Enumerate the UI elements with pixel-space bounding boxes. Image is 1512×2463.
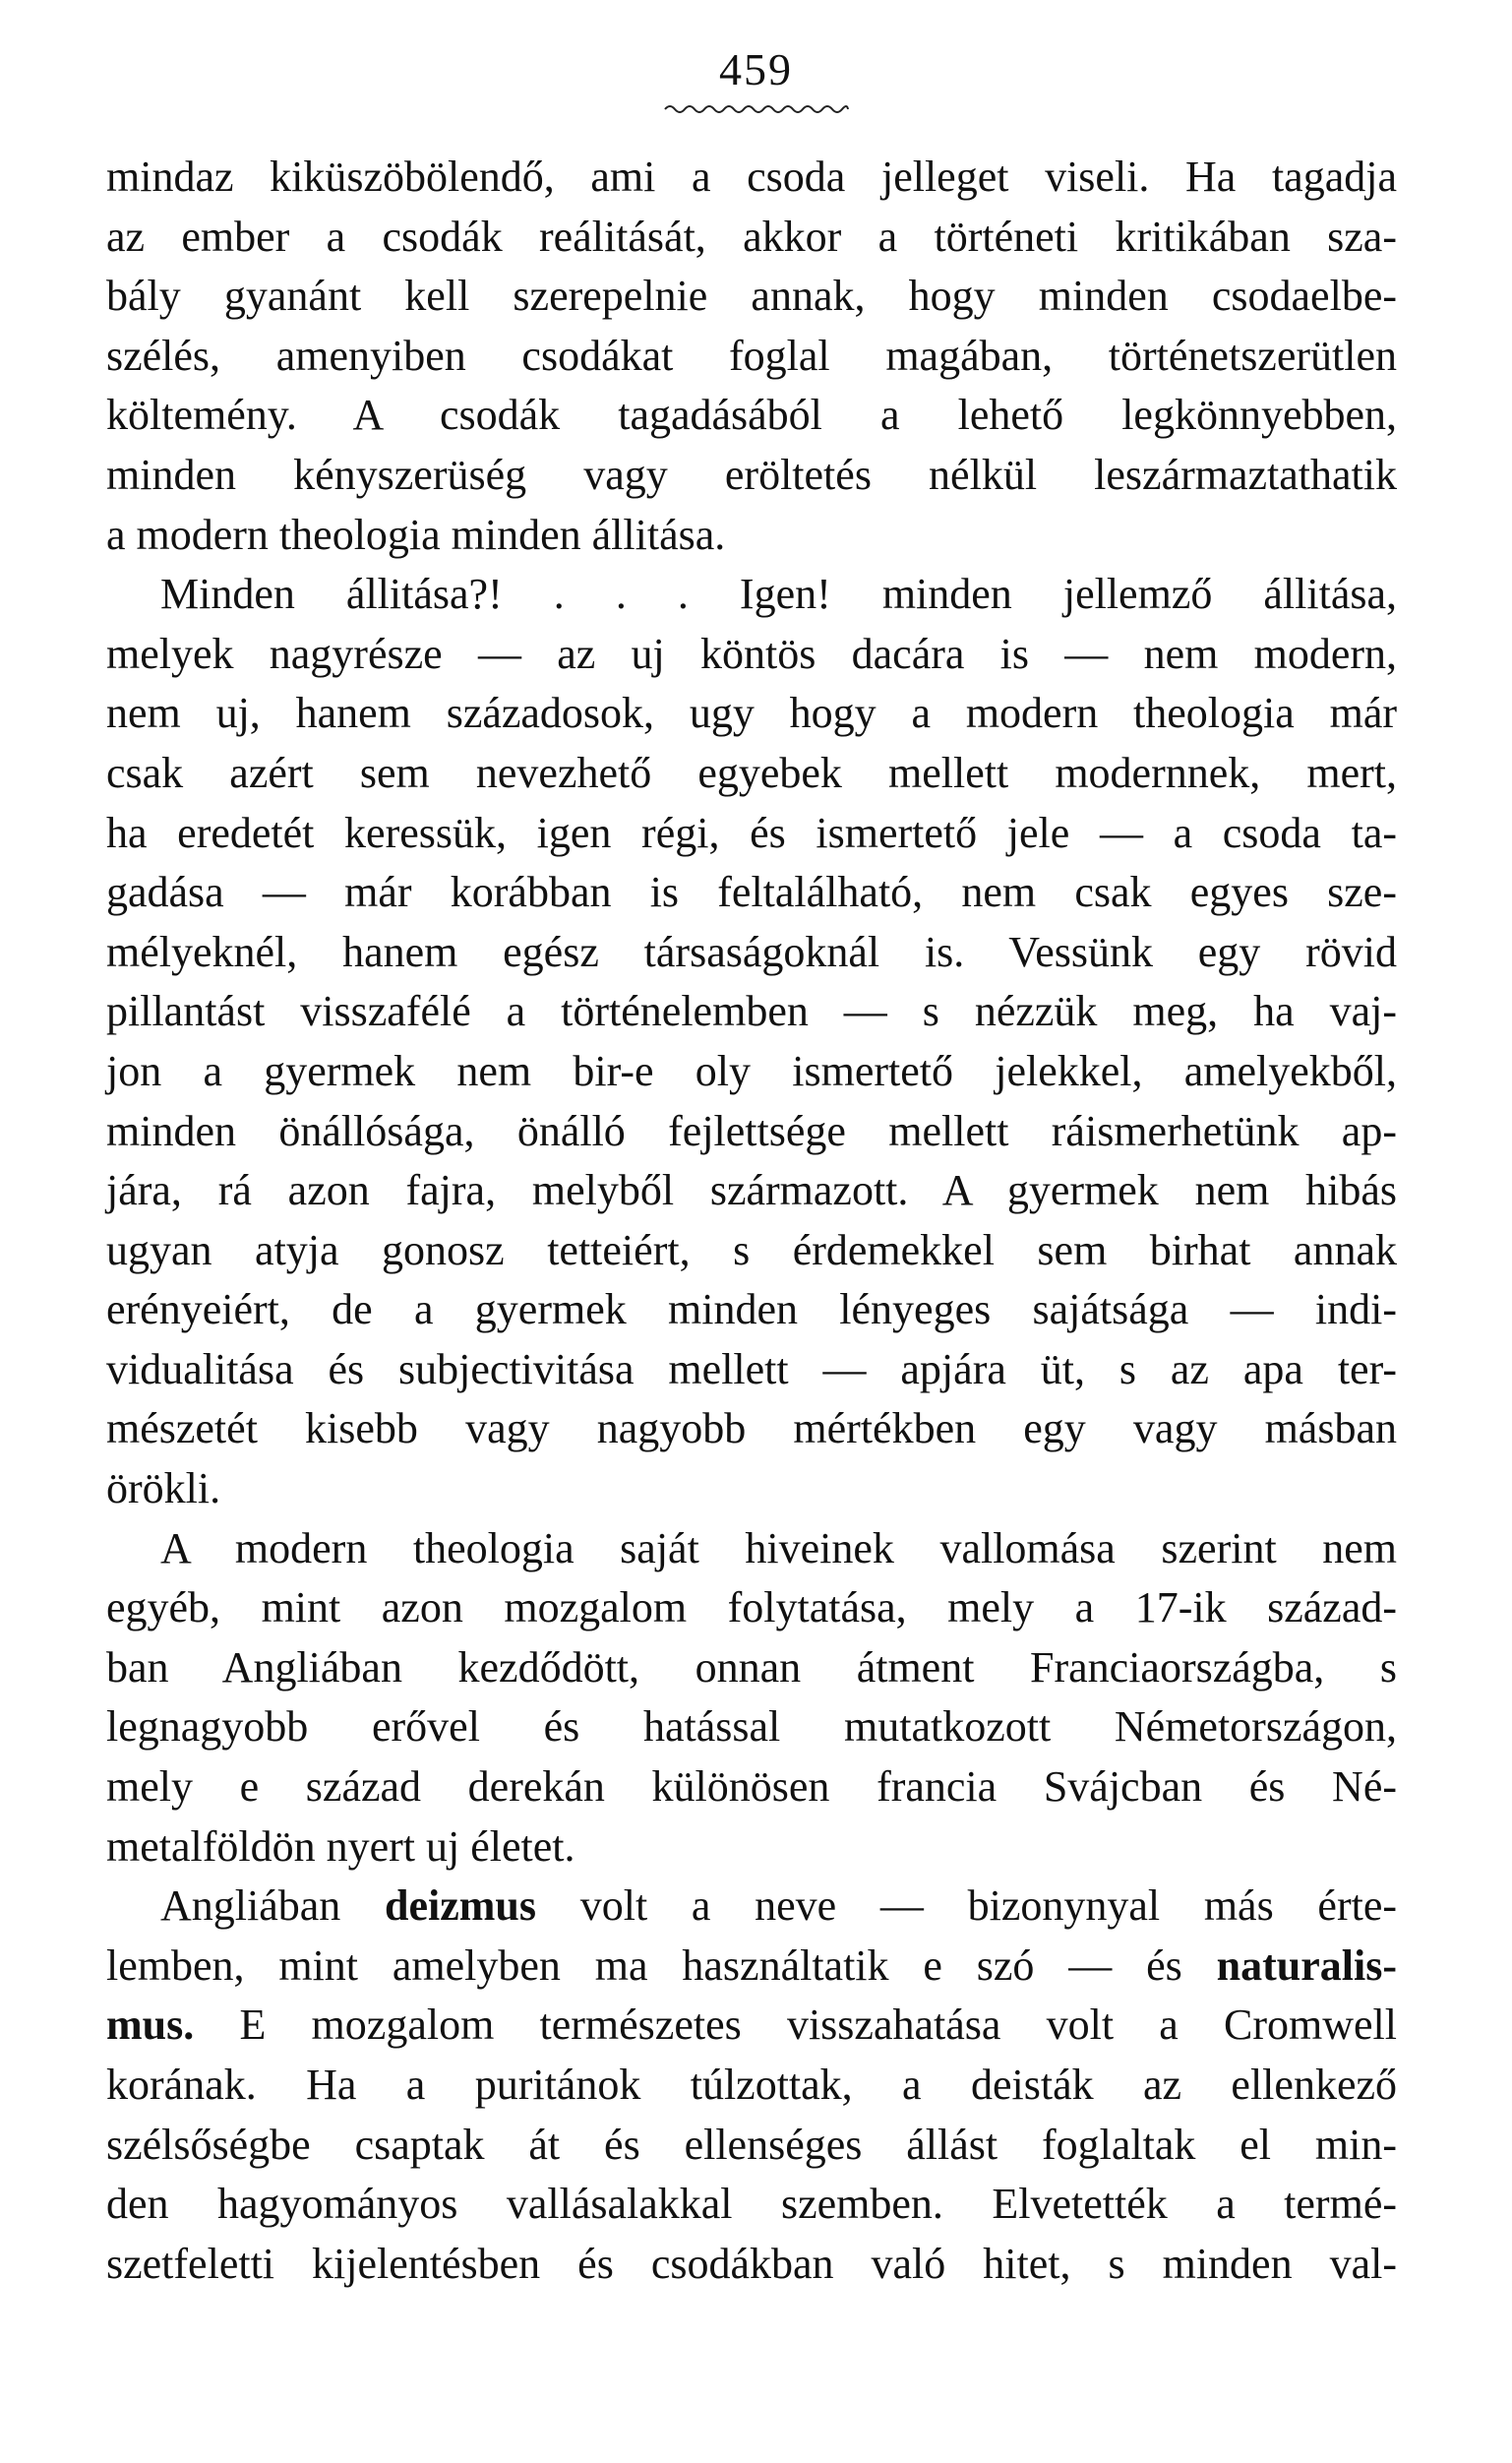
text-line (106, 1877, 1397, 1937)
text-line: a modern theologia minden állitása. (106, 510, 726, 559)
text-line: költemény. A csodák tagadásából a lehető legkönnyebben, (106, 391, 1397, 440)
text-line: bály gyanánt kell szerepelnie annak, hogy minden csodaelbe- (106, 272, 1397, 321)
text-line: melyek nagyrésze — az uj köntös dacára is — nem modern, (106, 629, 1397, 678)
text-segment: Angliában (160, 1881, 341, 1931)
text-line: csak azért sem nevezhető egyebek mellett modernnek, mert, (106, 748, 1397, 797)
text-line: örökli. (106, 1464, 221, 1513)
text-line: szélés, amenyiben csodákat foglal magában, történetszerütlen (106, 331, 1397, 380)
text-line: den hagyományos vallásalakkal szemben. Elvetették a termé- (106, 2180, 1397, 2229)
text-line: metalföldön nyert uj életet. (106, 1821, 575, 1871)
text-line: Minden állitása?! . . . Igen! minden jellemző állitása, (160, 570, 1397, 619)
emphasis-term: mus. (106, 2001, 195, 2050)
text-line (106, 1937, 1397, 1997)
text-line: erényeiért, de a gyermek minden lényeges sajátsága — indi- (106, 1285, 1397, 1334)
body-text (106, 148, 1397, 2294)
page-header (0, 44, 1512, 116)
emphasis-term: deizmus (385, 1881, 537, 1931)
text-line: pillantást visszafélé a történelemben — s nézzük meg, ha vaj- (106, 987, 1397, 1036)
text-line: egyéb, mint azon mozgalom folytatása, mely a 17-ik század- (106, 1583, 1397, 1632)
wavy-underline-ornament (663, 102, 850, 116)
text-line: jon a gyermek nem bir-e oly ismertető jelekkel, amelyekből, (106, 1046, 1397, 1095)
text-line: korának. Ha a puritánok túlzottak, a deisták az ellenkező (106, 2061, 1397, 2109)
text-line: legnagyobb erővel és hatással mutatkozott Németországon, (106, 1702, 1397, 1752)
text-line: ugyan atyja gonosz tetteiért, s érdemekkel sem birhat annak (106, 1225, 1397, 1274)
text-segment: E mozgalom természetes visszahatása volt a Cromwell (239, 2001, 1398, 2050)
text-line: minden önállósága, önálló fejlettsége mellett ráismerhetünk ap- (106, 1106, 1397, 1155)
text-line: az ember a csodák reálitását, akkor a történeti kritikában sza- (106, 212, 1397, 261)
text-line: gadása — már korábban is feltalálható, nem csak egyes sze- (106, 868, 1397, 917)
text-line: jára, rá azon fajra, melyből származott. A gyermek nem hibás (106, 1166, 1397, 1215)
text-line: mélyeknél, hanem egész társaságoknál is. Vessünk egy rövid (106, 927, 1397, 976)
text-line: A modern theologia saját hiveinek vallomása szerint nem (160, 1523, 1397, 1572)
text-segment: lemben, mint amelyben ma használtatik e szó — és (106, 1940, 1182, 1990)
text-line: ban Angliában kezdődött, onnan átment Franciaországba, s (106, 1642, 1397, 1692)
text-line: szélsőségbe csaptak át és ellenséges állást foglaltak el min- (106, 2120, 1397, 2169)
text-line: ha eredetét keressük, igen régi, és ismertető jele — a csoda ta- (106, 808, 1397, 857)
text-line: szetfeletti kijelentésben és csodákban való hitet, s minden val- (106, 2239, 1397, 2288)
text-line: nem uj, hanem századosok, ugy hogy a modern theologia már (106, 689, 1397, 738)
text-line (106, 1996, 1397, 2056)
text-line: mely e század derekán különösen francia Svájcban és Né- (106, 1762, 1397, 1812)
text-line: minden kényszerüség vagy eröltetés nélkül leszármaztathatik (106, 450, 1397, 499)
text-segment: volt a neve — bizonynyal más érte- (579, 1881, 1398, 1931)
text-line: mészetét kisebb vagy nagyobb mértékben egy vagy másban (106, 1404, 1397, 1453)
text-line: vidualitása és subjectivitása mellett — apjára üt, s az apa ter- (106, 1344, 1397, 1393)
emphasis-term: naturalis- (1216, 1940, 1397, 1990)
page-number: 459 (719, 44, 793, 94)
text-line: mindaz kiküszöbölendő, ami a csoda jelleget viseli. Ha tagadja (106, 153, 1397, 201)
